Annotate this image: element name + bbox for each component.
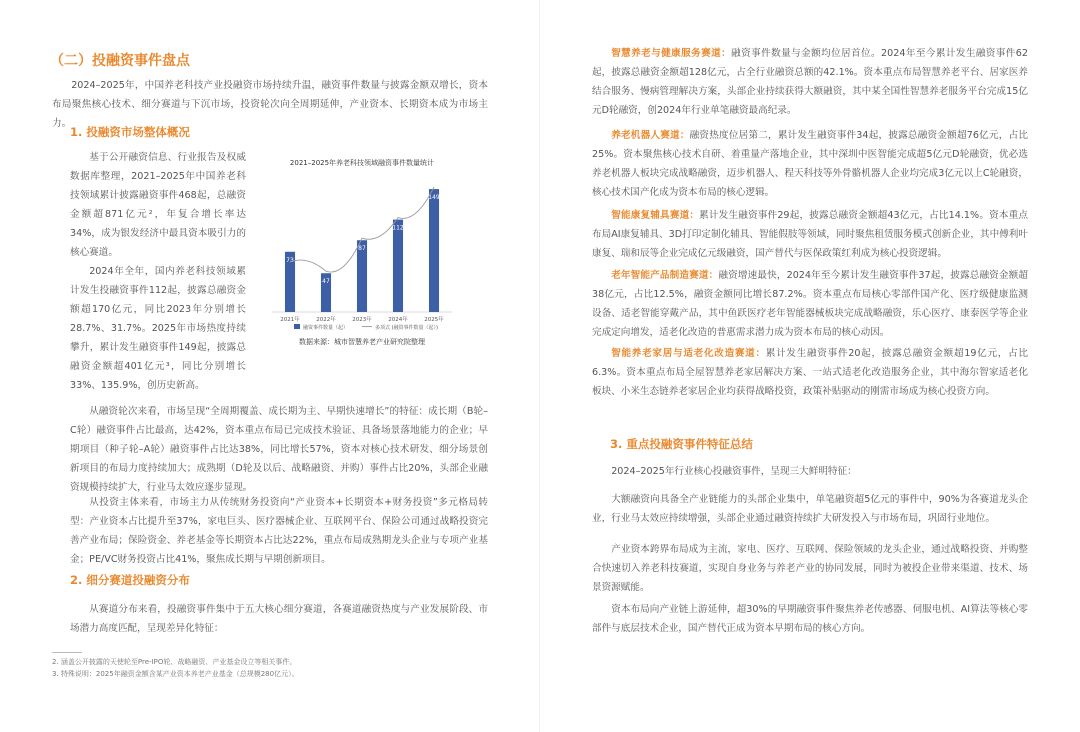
- segment-smart-care: 智慧养老与健康服务赛道：融资事件数量与金额均位居首位。2024年至今累计发生融资事件62起，披露总融资金额超128亿元，占全行业融资总额的42.1%。资本重点布局智慧养老平台、居家医养结合服务、慢病管理解决方案，头部企业持续获得大额融资，其中某全国性智慧养老服务平台完成15亿元D轮融资，创2024年行业单笔融资最高纪录。: [592, 48, 1029, 116]
- heading-key-features: 3. 重点投融资事件特征总结: [610, 437, 753, 451]
- segment-rehab-aids: 智能康复辅具赛道：累计发生融资事件29起，披露总融资金额超43亿元，占比14.1%。资本重点布局AI康复辅具、3D打印定制化辅具、智能假肢等领域，同时聚焦租赁服务模式创新企业，其中傅利叶康复、瑞和辰等企业完成亿元级融资，国产替代与医保政策红利成为核心投资逻辑。: [592, 210, 1028, 259]
- chart-source: 数据来源：城市智慧养老产业研究院整理: [299, 338, 425, 346]
- feature-1: 大额融资向具备全产业链能力的头部企业集中，单笔融资超5亿元的事件中，90%为各赛道龙头企业，行业马太效应持续增强，头部企业通过融资持续扩大研发投入与市场布局，巩固行业地位。: [592, 494, 1028, 524]
- legend-swatch-bars: [294, 324, 300, 329]
- paragraph-investors: 从投资主体来看，市场主力从传统财务投资向“产业资本+长期资本+财务投资”多元格局转型：产业资本占比提升至37%，家电巨头、医疗器械企业、互联网平台、保险公司通过战略投资完善产业布局；保险资金、养老基金等长期资本占比达22%，重点布局成熟期龙头企业与专项产业基金；PE/VC财务投资占比41%，聚焦成长期与早期创新项目。: [70, 497, 488, 565]
- paragraph-overview-2: 2024年全年，国内养老科技领域累计发生投融资事件112起，披露总融资金额超170亿元，同比2023年分别增长28.7%、31.7%。2025年市场热度持续攀升，累计发生融资事件149起，披露总融资金额超401亿元³，同比分别增长33%、135.9%，创历史新高。: [70, 266, 246, 391]
- features-intro: 2024–2025年行业核心投融资事件，呈现三大鲜明特征：: [611, 466, 857, 477]
- x-tick-2021年: 2021年: [280, 317, 300, 323]
- heading-market-overview: 1. 投融资市场整体概况: [70, 125, 190, 139]
- event-count-chart: [262, 158, 462, 353]
- paragraph-segments: 从赛道分布来看，投融资事件集中于五大核心细分赛道，各赛道融资热度与产业发展阶段、市场潜力高度匹配，呈现差异化特征：: [70, 604, 488, 634]
- x-tick-2025年: 2025年: [424, 317, 444, 323]
- x-tick-2023年: 2023年: [352, 317, 372, 323]
- bar-2025年: [429, 189, 439, 312]
- data-label-2025年: 149: [428, 194, 440, 202]
- legend-label-bars: 融资事件数量（起）: [303, 325, 349, 331]
- right-page: [540, 0, 1080, 732]
- data-label-2024年: 112: [392, 224, 404, 232]
- data-label-2022年: 47: [322, 278, 330, 286]
- footnote-3: 3. 特殊说明：2025年融资金额含某产业资本养老产业基金（总规模280亿元）。: [52, 670, 299, 678]
- section-title: （二）投融资事件盘点: [50, 53, 190, 69]
- segment-robots: 养老机器人赛道：融资热度位居第二，累计发生融资事件34起，披露总融资金额超76亿元，占比25%。资本聚焦核心技术自研、着重量产落地企业，其中深圳中医智能完成超5亿元D轮融资，优必选养老机器人板块完成战略融资，迈步机器人、程天科技等外骨骼机器人企业均完成3亿元以上C轮融资，核心技术国产化成为资本布局的核心逻辑。: [592, 130, 1028, 198]
- footnote-divider: [52, 652, 82, 653]
- x-tick-2024年: 2024年: [388, 317, 408, 323]
- data-label-2023年: 87: [358, 245, 366, 253]
- data-label-2021年: 73: [286, 256, 294, 264]
- footnote-2: 2. 涵盖公开披露的天使轮至Pre-IPO轮、战略融资、产业基金设立等相关事件。: [52, 658, 297, 666]
- chart-canvas: [262, 158, 462, 338]
- feature-3: 资本布局向产业链上游延伸，超30%的早期融资事件聚焦养老传感器、伺服电机、AI算法等核心零部件与底层技术企业，国产替代正成为资本早期布局的核心方向。: [592, 604, 1028, 634]
- intro-paragraph: 2024–2025年，中国养老科技产业投融资市场持续升温，融资事件数量与披露金额双增长，资本布局聚焦核心技术、细分赛道与下沉市场，投资轮次向全周期延伸，产业资本、长期资本成为市场主力。: [52, 80, 488, 129]
- paragraph-overview-1: 基于公开融资信息、行业报告及权威数据库整理，2021–2025年中国养老科技领域累计披露融资事件468起，总融资金额超871亿元²，年复合增长率达34%，成为银发经济中最具资本吸引力的核心赛道。: [70, 152, 246, 258]
- feature-2: 产业资本跨界布局成为主流，家电、医疗、互联网、保险领域的龙头企业，通过战略投资、并购整合快速切入养老科技赛道，实现自身业务与养老产业的协同发展，同时为被投企业带来渠道、技术、场景资源赋能。: [592, 544, 1028, 593]
- heading-segment-distribution: 2. 细分赛道投融资分布: [70, 573, 190, 587]
- legend-label-trend: 多项式 (融资事件数量（起）): [375, 325, 438, 331]
- x-tick-2022年: 2022年: [316, 317, 336, 323]
- segment-smart-products: 老年智能产品制造赛道：融资增速最快，2024年至今累计发生融资事件37起，披露总融资金额超38亿元，占比12.5%，融资金额同比增长87.2%。资本重点布局核心零部件国产化、医疗级健康监测设备、适老智能穿戴产品，其中鱼跃医疗老年智能器械板块完成战略融资，乐心医疗、康泰医学等企业完成定向增发，适老化改造的普惠需求潜力成为资本布局的核心动因。: [592, 270, 1029, 338]
- segment-smart-home: 智能养老家居与适老化改造赛道：累计发生融资事件20起，披露总融资金额超19亿元，占比6.3%。资本重点布局全屋智慧养老家居解决方案、一站式适老化改造服务企业，其中海尔智家适老化板块、小米生态链养老家居企业均获得战略投资，政策补贴驱动的刚需市场成为核心投资方向。: [592, 348, 1028, 397]
- chart-title: 2021–2025年养老科技领域融资事件数量统计: [289, 159, 435, 167]
- paragraph-rounds: 从融资轮次来看，市场呈现“全周期覆盖、成长期为主、早期快速增长”的特征：成长期（B轮–C轮）融资事件占比最高，达42%，资本重点布局已完成技术验证、具备场景落地能力的企业；早期项目（种子轮–A轮）融资事件占比达38%，同比增长57%，资本对核心技术研发、细分场景创新项目的布局力度持续加大；成熟期（D轮及以后、战略融资、并购）事件占比20%，头部企业融资规模持续扩大，行业马太效应逐步显现。: [70, 406, 488, 493]
- bar-2024年: [393, 220, 403, 312]
